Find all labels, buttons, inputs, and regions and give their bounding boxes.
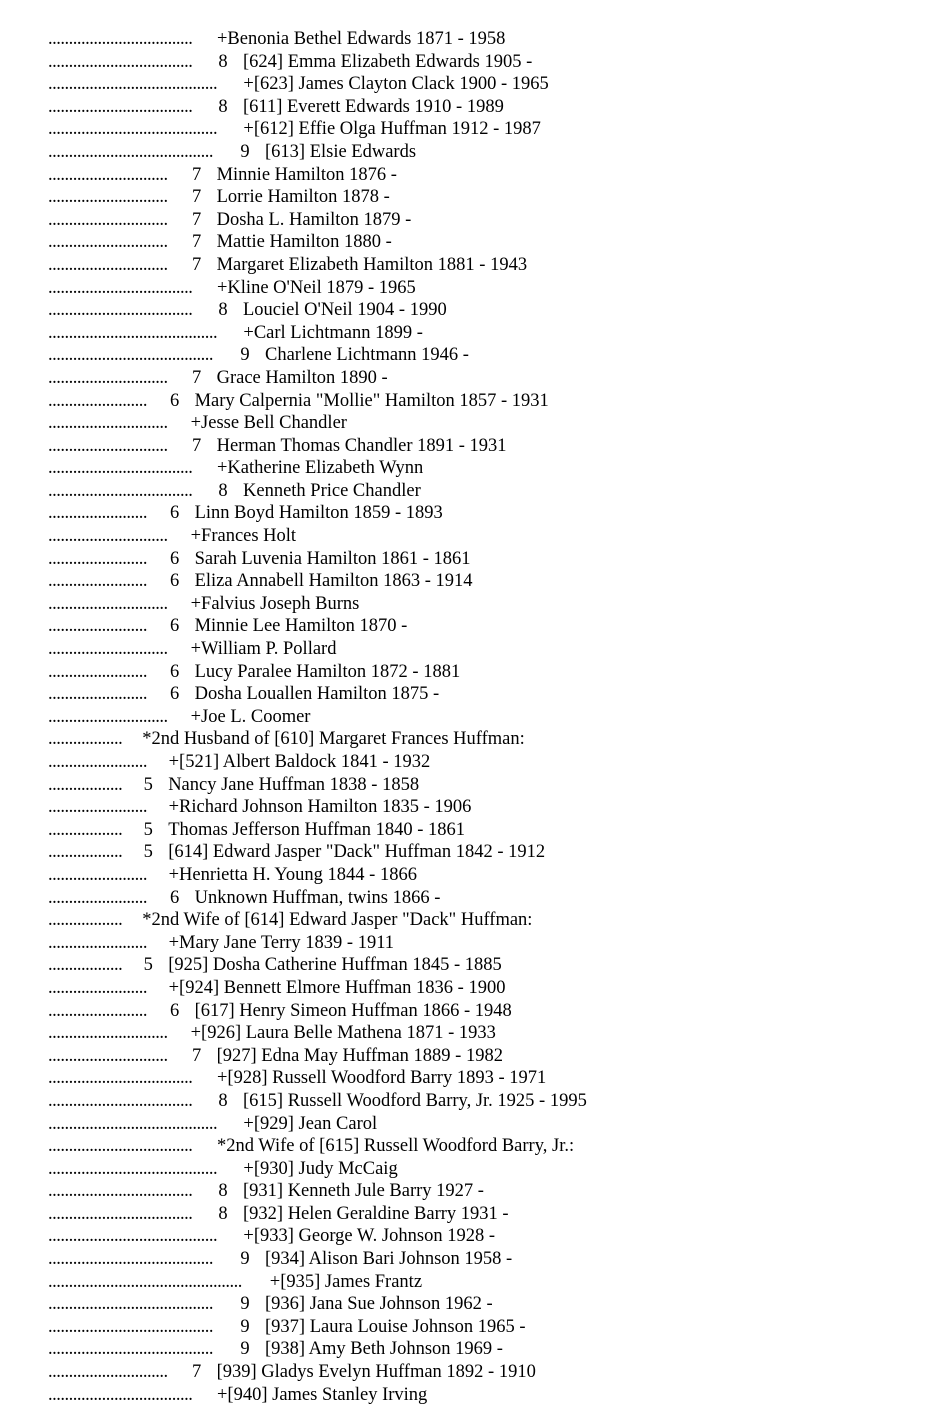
person-entry: Nancy Jane Huffman 1838 - 1858 <box>168 774 420 795</box>
dot-leader: .................. <box>48 955 123 976</box>
person-entry: [925] Dosha Catherine Huffman 1845 - 1885 <box>168 955 502 976</box>
dot-leader: ................................... <box>48 480 193 501</box>
dot-leader: .................. <box>48 774 123 795</box>
person-entry: [938] Amy Beth Johnson 1969 - <box>265 1339 503 1360</box>
spouse-entry: +[928] Russell Woodford Barry 1893 - 1971 <box>217 1068 547 1089</box>
dot-leader: ................................... <box>48 277 193 298</box>
report-line <box>0 1384 934 1407</box>
dot-leader: ............................. <box>48 1023 168 1044</box>
report-line <box>0 1000 934 1023</box>
dot-leader: ................................... <box>48 1068 193 1089</box>
report-line <box>0 909 934 932</box>
generation-number: 6 <box>169 390 180 411</box>
dot-leader: ......................................... <box>48 322 218 343</box>
dot-leader: ......................................... <box>48 1113 218 1134</box>
person-entry: [939] Gladys Evelyn Huffman 1892 - 1910 <box>216 1362 536 1383</box>
person-entry: Minnie Hamilton 1876 - <box>216 164 397 185</box>
spouse-entry: +[929] Jean Carol <box>243 1113 378 1134</box>
spouse-entry: +[940] James Stanley Irving <box>217 1384 428 1405</box>
dot-leader: ............................. <box>48 164 168 185</box>
report-line <box>0 1293 934 1316</box>
generation-number: 7 <box>191 367 202 388</box>
generation-number: 7 <box>191 209 202 230</box>
report-line <box>0 1067 934 1090</box>
report-line <box>0 841 934 864</box>
dot-leader: ............................. <box>48 526 168 547</box>
dot-leader: ......................................... <box>48 1158 218 1179</box>
person-entry: Louciel O'Neil 1904 - 1990 <box>243 300 447 321</box>
report-line <box>0 457 934 480</box>
generation-number: 6 <box>169 684 180 705</box>
dot-leader: ............................. <box>48 1362 168 1383</box>
person-entry: [613] Elsie Edwards <box>265 141 417 162</box>
report-line <box>0 1090 934 1113</box>
spouse-entry: +Frances Holt <box>190 526 297 547</box>
generation-number: 8 <box>218 300 228 321</box>
spouse-entry: *2nd Husband of [610] Margaret Frances Huffman: <box>142 729 525 750</box>
report-line <box>0 728 934 751</box>
dot-leader: ............................. <box>48 1045 168 1066</box>
report-line <box>0 73 934 96</box>
generation-number: 5 <box>143 774 153 795</box>
generation-number: 7 <box>191 435 202 456</box>
report-line <box>0 435 934 458</box>
report-line <box>0 1203 934 1226</box>
report-line <box>0 932 934 955</box>
report-line <box>0 796 934 819</box>
dot-leader: .................. <box>48 729 123 750</box>
report-line <box>0 548 934 571</box>
report-line <box>0 887 934 910</box>
generation-number: 7 <box>191 232 202 253</box>
report-line <box>0 390 934 413</box>
report-line <box>0 254 934 277</box>
dot-leader: ........................................ <box>48 141 213 162</box>
dot-leader: ........................ <box>48 1000 147 1021</box>
generation-number: 9 <box>240 141 250 162</box>
dot-leader: ........................................ <box>48 1339 213 1360</box>
report-line <box>0 322 934 345</box>
dot-leader: ........................ <box>48 864 147 885</box>
report-line <box>0 231 934 254</box>
report-line <box>0 96 934 119</box>
report-line <box>0 209 934 232</box>
dot-leader: ............................. <box>48 232 168 253</box>
dot-leader: ........................ <box>48 390 147 411</box>
generation-number: 8 <box>218 1181 228 1202</box>
report-line <box>0 706 934 729</box>
report-line <box>0 141 934 164</box>
dot-leader: ................................... <box>48 1203 193 1224</box>
report-line <box>0 593 934 616</box>
person-entry: Mattie Hamilton 1880 - <box>216 232 392 253</box>
report-line <box>0 1248 934 1271</box>
person-entry: [937] Laura Louise Johnson 1965 - <box>265 1316 526 1337</box>
report-line <box>0 1135 934 1158</box>
dot-leader: ................................... <box>48 300 193 321</box>
report-line <box>0 1316 934 1339</box>
dot-leader: ............................. <box>48 209 168 230</box>
report-line <box>0 1158 934 1181</box>
generation-number: 9 <box>240 1249 250 1270</box>
dot-leader: ........................ <box>48 977 147 998</box>
person-entry: Linn Boyd Hamilton 1859 - 1893 <box>194 503 443 524</box>
dot-leader: ........................ <box>48 548 147 569</box>
dot-leader: ............................. <box>48 367 168 388</box>
spouse-entry: +Joe L. Coomer <box>190 706 311 727</box>
report-line <box>0 954 934 977</box>
generation-number: 6 <box>169 661 180 682</box>
generation-number: 8 <box>218 1203 228 1224</box>
generation-number: 9 <box>240 1316 250 1337</box>
dot-leader: ........................ <box>48 887 147 908</box>
report-line <box>0 344 934 367</box>
dot-leader: ........................................ <box>48 1316 213 1337</box>
report-line <box>0 615 934 638</box>
dot-leader: ............................. <box>48 706 168 727</box>
dot-leader: ................................... <box>48 1136 193 1157</box>
person-entry: [624] Emma Elizabeth Edwards 1905 - <box>243 51 533 72</box>
dot-leader: ......................................... <box>48 119 218 140</box>
report-line <box>0 1271 934 1294</box>
spouse-entry: *2nd Wife of [615] Russell Woodford Barry, Jr.: <box>217 1136 575 1157</box>
dot-leader: ............................................... <box>48 1271 242 1292</box>
dot-leader: ........................................ <box>48 1294 213 1315</box>
dot-leader: ........................ <box>48 932 147 953</box>
person-entry: Minnie Lee Hamilton 1870 - <box>194 616 408 637</box>
report-line <box>0 299 934 322</box>
dot-leader: ......................................... <box>48 74 218 95</box>
person-entry: Herman Thomas Chandler 1891 - 1931 <box>216 435 507 456</box>
spouse-entry: +Katherine Elizabeth Wynn <box>217 458 424 479</box>
generation-number: 6 <box>169 571 180 592</box>
person-entry: [611] Everett Edwards 1910 - 1989 <box>243 96 504 117</box>
report-line <box>0 1022 934 1045</box>
spouse-entry: +Kline O'Neil 1879 - 1965 <box>217 277 416 298</box>
person-entry: Unknown Huffman, twins 1866 - <box>194 887 441 908</box>
report-line <box>0 774 934 797</box>
report-line <box>0 819 934 842</box>
report-line <box>0 525 934 548</box>
report-line <box>0 1225 934 1248</box>
spouse-entry: +Mary Jane Terry 1839 - 1911 <box>168 932 395 953</box>
generation-number: 6 <box>169 616 180 637</box>
person-entry: [615] Russell Woodford Barry, Jr. 1925 - 1995 <box>243 1090 587 1111</box>
generation-number: 6 <box>169 548 180 569</box>
generation-number: 7 <box>191 1362 202 1383</box>
dot-leader: ................................... <box>48 96 193 117</box>
report-line <box>0 502 934 525</box>
dot-leader: ............................. <box>48 254 168 275</box>
report-line <box>0 164 934 187</box>
person-entry: Dosha L. Hamilton 1879 - <box>216 209 412 230</box>
report-line <box>0 412 934 435</box>
spouse-entry: +[623] James Clayton Clack 1900 - 1965 <box>243 74 549 95</box>
spouse-entry: +Benonia Bethel Edwards 1871 - 1958 <box>217 29 506 49</box>
person-entry: [617] Henry Simeon Huffman 1866 - 1948 <box>194 1000 512 1021</box>
dot-leader: ............................. <box>48 593 168 614</box>
spouse-entry: *2nd Wife of [614] Edward Jasper "Dack" Huffman: <box>142 910 533 931</box>
spouse-entry: +[521] Albert Baldock 1841 - 1932 <box>168 752 431 772</box>
person-entry: Margaret Elizabeth Hamilton 1881 - 1943 <box>216 254 528 275</box>
report-line <box>0 480 934 503</box>
report-line <box>0 277 934 300</box>
person-entry: Lucy Paralee Hamilton 1872 - 1881 <box>194 661 461 682</box>
dot-leader: .................. <box>48 819 123 840</box>
dot-leader: ........................ <box>48 752 147 772</box>
generation-number: 9 <box>240 345 250 366</box>
spouse-entry: +Henrietta H. Young 1844 - 1866 <box>168 864 417 885</box>
person-entry: Charlene Lichtmann 1946 - <box>265 345 469 366</box>
generation-number: 7 <box>191 254 202 275</box>
generation-number: 9 <box>240 1339 250 1360</box>
report-line <box>0 1180 934 1203</box>
person-entry: Grace Hamilton 1890 - <box>216 367 388 388</box>
generation-number: 7 <box>191 187 202 208</box>
generation-number: 8 <box>218 96 228 117</box>
dot-leader: ......................................... <box>48 1226 218 1247</box>
person-entry: Eliza Annabell Hamilton 1863 - 1914 <box>194 571 473 592</box>
report-line <box>0 638 934 661</box>
person-entry: Mary Calpernia "Mollie" Hamilton 1857 - 1931 <box>194 390 549 411</box>
dot-leader: ............................. <box>48 435 168 456</box>
dot-leader: ........................ <box>48 797 147 818</box>
generation-number: 6 <box>169 887 180 908</box>
dot-leader: .................. <box>48 910 123 931</box>
generation-number: 5 <box>143 819 153 840</box>
dot-leader: ................................... <box>48 1090 193 1111</box>
person-entry: Thomas Jefferson Huffman 1840 - 1861 <box>168 819 465 840</box>
dot-leader: ................................... <box>48 1181 193 1202</box>
spouse-entry: +Jesse Bell Chandler <box>190 413 347 434</box>
person-entry: [931] Kenneth Jule Barry 1927 - <box>243 1181 484 1202</box>
generation-number: 8 <box>218 51 228 72</box>
report-line <box>0 186 934 209</box>
report-line <box>0 1113 934 1136</box>
person-entry: Sarah Luvenia Hamilton 1861 - 1861 <box>194 548 471 569</box>
report-line <box>0 661 934 684</box>
person-entry: [936] Jana Sue Johnson 1962 - <box>265 1294 493 1315</box>
generation-number: 5 <box>143 955 153 976</box>
dot-leader: ........................................ <box>48 345 213 366</box>
person-entry: Kenneth Price Chandler <box>243 480 421 501</box>
report-line <box>0 864 934 887</box>
dot-leader: ................................... <box>48 51 193 72</box>
report-line <box>0 570 934 593</box>
person-entry: [614] Edward Jasper "Dack" Huffman 1842 - 1912 <box>168 842 546 863</box>
generation-number: 7 <box>191 164 202 185</box>
report-line <box>0 751 934 774</box>
generation-number: 8 <box>218 480 228 501</box>
descendant-report <box>0 28 934 1406</box>
generation-number: 6 <box>169 1000 180 1021</box>
spouse-entry: +William P. Pollard <box>190 639 337 660</box>
spouse-entry: +[612] Effie Olga Huffman 1912 - 1987 <box>243 119 541 140</box>
dot-leader: ................................... <box>48 29 193 49</box>
dot-leader: ........................ <box>48 684 147 705</box>
report-line <box>0 1361 934 1384</box>
spouse-entry: +Richard Johnson Hamilton 1835 - 1906 <box>168 797 472 818</box>
person-entry: Lorrie Hamilton 1878 - <box>216 187 390 208</box>
report-line <box>0 367 934 390</box>
spouse-entry: +Falvius Joseph Burns <box>190 593 360 614</box>
spouse-entry: +[935] James Frantz <box>269 1271 423 1292</box>
dot-leader: ........................ <box>48 661 147 682</box>
report-line <box>0 683 934 706</box>
person-entry: [932] Helen Geraldine Barry 1931 - <box>243 1203 509 1224</box>
generation-number: 5 <box>143 842 153 863</box>
generation-number: 9 <box>240 1294 250 1315</box>
dot-leader: ............................. <box>48 639 168 660</box>
dot-leader: ........................ <box>48 571 147 592</box>
dot-leader: ............................. <box>48 413 168 434</box>
dot-leader: ........................ <box>48 503 147 524</box>
spouse-entry: +[930] Judy McCaig <box>243 1158 398 1179</box>
generation-number: 7 <box>191 1045 202 1066</box>
spouse-entry: +[933] George W. Johnson 1928 - <box>243 1226 495 1247</box>
report-line <box>0 51 934 74</box>
spouse-entry: +[926] Laura Belle Mathena 1871 - 1933 <box>190 1023 496 1044</box>
person-entry: Dosha Louallen Hamilton 1875 - <box>194 684 440 705</box>
dot-leader: ............................. <box>48 187 168 208</box>
spouse-entry: +Carl Lichtmann 1899 - <box>243 322 423 343</box>
person-entry: [934] Alison Bari Johnson 1958 - <box>265 1249 513 1270</box>
report-line <box>0 118 934 141</box>
report-line <box>0 1338 934 1361</box>
generation-number: 8 <box>218 1090 228 1111</box>
report-line <box>0 28 934 51</box>
report-line <box>0 1045 934 1068</box>
dot-leader: ........................ <box>48 616 147 637</box>
spouse-entry: +[924] Bennett Elmore Huffman 1836 - 1900 <box>168 977 506 998</box>
dot-leader: ................................... <box>48 458 193 479</box>
dot-leader: ................................... <box>48 1384 193 1405</box>
person-entry: [927] Edna May Huffman 1889 - 1982 <box>216 1045 503 1066</box>
dot-leader: .................. <box>48 842 123 863</box>
generation-number: 6 <box>169 503 180 524</box>
report-line <box>0 977 934 1000</box>
dot-leader: ........................................ <box>48 1249 213 1270</box>
